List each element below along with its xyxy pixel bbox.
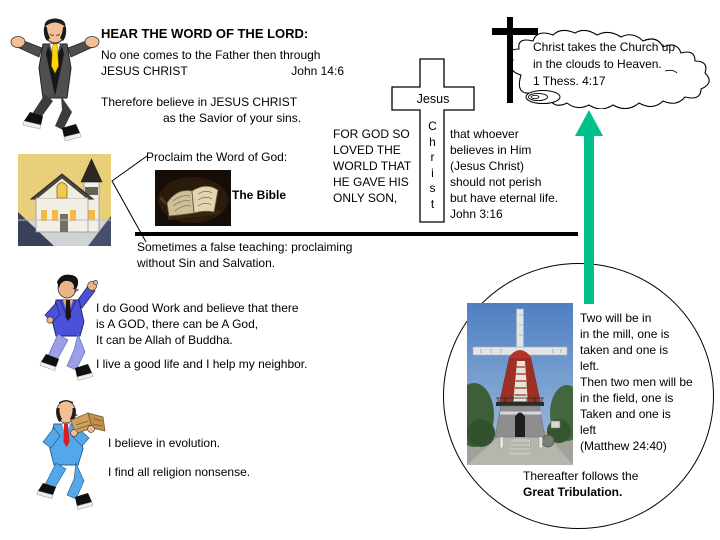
john316-left-line: LOVED THE (333, 143, 401, 157)
john316-right-line: John 3:16 (450, 207, 503, 221)
false-teaching-line1: Sometimes a false teaching: proclaiming (137, 240, 353, 254)
john14-line1: No one comes to the Father then through (101, 48, 321, 62)
john316-right-line: that whoever (450, 127, 519, 141)
cloud-text (533, 39, 675, 90)
skeptic-line2: I find all religion nonsense. (108, 465, 251, 479)
cloud-line: Christ takes the Church up (533, 40, 676, 54)
goodwork-line3: It can be Allah of Buddha. (96, 333, 233, 347)
goodwork-line1: I do Good Work and believe that there (96, 301, 299, 315)
john316-right-line: believes in Him (450, 143, 532, 157)
rapture-line: Two will be in (580, 311, 652, 325)
church-photo (18, 154, 111, 246)
tribulation-line2: Great Tribulation. (523, 485, 623, 499)
john316-right-line: should not perish (450, 175, 542, 189)
false-teaching-line2: without Sin and Salvation. (137, 256, 276, 270)
john14-line2 (101, 63, 344, 79)
cross-christ-vertical-label (425, 119, 440, 213)
john316-right-line: but have eternal life. (450, 191, 559, 205)
cross-letter: r (430, 150, 435, 165)
cloud-line: in the clouds to Heaven. (533, 57, 662, 71)
believe-line2: as the Savior of your sins. (163, 111, 302, 125)
john316-left-line: HE GAVE HIS (333, 175, 409, 189)
cross-jesus-label: Jesus (416, 92, 450, 106)
john316-left-line: WORLD THAT (333, 159, 412, 173)
rapture-line: taken and one is (580, 343, 669, 357)
rapture-line: Then two men will be (580, 375, 693, 389)
rapture-line: in the mill, one is (580, 327, 670, 341)
cross-letter: C (428, 119, 437, 133)
john14-ref: John 14:6 (291, 64, 344, 78)
up-arrow-icon (575, 108, 605, 308)
john316-right-line: (Jesus Christ) (450, 159, 525, 173)
cloud-line: 1 Thess. 4:17 (533, 74, 606, 88)
jesus-christ-label: JESUS CHRIST (101, 64, 188, 78)
page-title: HEAR THE WORD OF THE LORD: (101, 26, 309, 41)
tribulation-line1: Thereafter follows the (523, 469, 639, 483)
goodwork-line2: is A GOD, there can be A God, (96, 317, 259, 331)
crucifix-crossbar (492, 28, 538, 35)
divider-line (135, 232, 578, 236)
cross-letter: t (430, 196, 435, 211)
reading-man-clipart (26, 397, 111, 515)
preacher-clipart (6, 14, 102, 142)
rapture-line: (Matthew 24:40) (580, 439, 667, 453)
rapture-line: in the field, one is (580, 391, 674, 405)
windmill-photo (467, 303, 573, 465)
cross-letter: s (429, 181, 436, 196)
rapture-line: left (580, 423, 597, 437)
bible-photo (155, 170, 231, 226)
bible-caption: The Bible (232, 188, 287, 202)
proclaim-label: Proclaim the Word of God: (146, 150, 288, 164)
john316-left-line: FOR GOD SO (333, 127, 410, 141)
rapture-line: left. (580, 359, 600, 373)
skeptic-line1: I believe in evolution. (108, 436, 221, 450)
rapture-line: Taken and one is (580, 407, 671, 421)
cross-letter: i (431, 165, 434, 180)
john316-left-line: ONLY SON, (333, 191, 398, 205)
goodwork-line4: I live a good life and I help my neighbor. (96, 357, 308, 371)
cross-letter: h (429, 134, 436, 149)
believe-line1: Therefore believe in JESUS CHRIST (101, 95, 298, 109)
